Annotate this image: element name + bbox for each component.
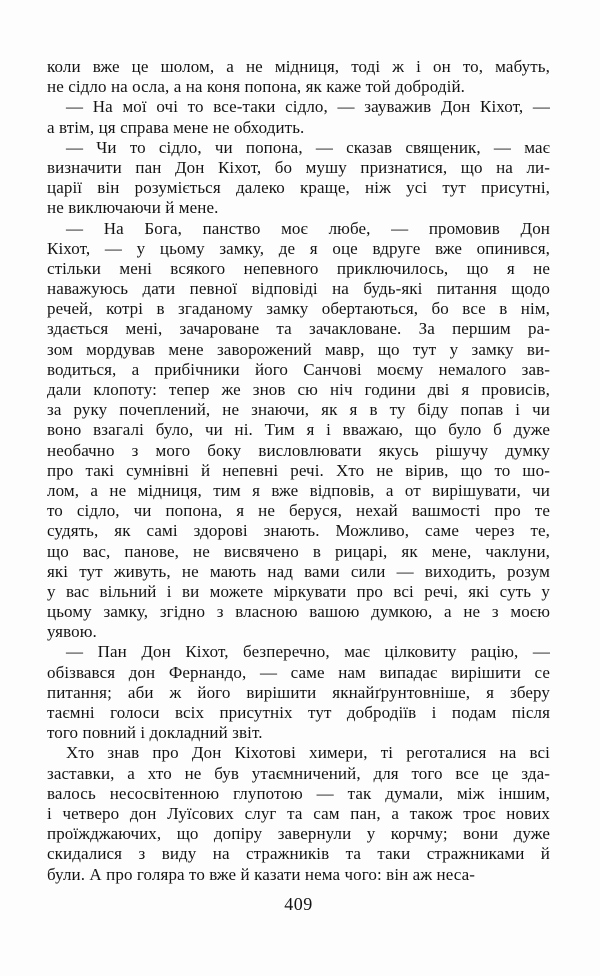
paragraph xyxy=(47,642,550,743)
paragraph xyxy=(47,743,550,884)
text-line: речей, котрі в згаданому замку обертаються, бо все в нім, xyxy=(47,299,550,319)
text-line: а втім, ця справа мене не обходить. xyxy=(47,117,305,137)
text-line: що вас, панове, не висвячено в рицарі, як мене, чаклуни, xyxy=(47,541,550,561)
paragraph xyxy=(47,138,550,219)
text-line: царії він розуміється далеко краще, ніж усі тут присутні, xyxy=(47,178,550,198)
text-line: заставки, а хто не був утаємничений, для того все це зда- xyxy=(47,763,550,783)
text-line: — Чи то сідло, чи попона, — сказав священик, — має xyxy=(66,137,550,157)
text-line: водиться, а прибічники його Санчові моєму немалого зав- xyxy=(47,359,550,379)
text-line: за руку почеплений, не знаючи, як я в ту біду попав і чи xyxy=(47,400,550,420)
text-line: — На Бога, панство моє любе, — промовив Дон xyxy=(66,218,550,238)
text-line: Кіхот, — у цьому замку, де я оце вдруге вже опинився, xyxy=(47,238,550,258)
text-line: обізвався дон Фернандо, — саме нам випадає вирішити се xyxy=(47,662,550,682)
paragraph xyxy=(47,57,550,97)
text-line: необачно з мого боку висловлювати якусь рішучу думку xyxy=(47,440,550,460)
text-block xyxy=(47,57,550,885)
text-line: зом мордував мене заворожений мавр, що тут у замку ви- xyxy=(47,339,550,359)
text-line: наважуюсь дати певної відповіді на будь-які питання щодо xyxy=(47,279,550,299)
text-line: і четверо дон Луїсових слуг та сам пан, а також троє нових xyxy=(47,803,550,823)
text-line: скидалися з виду на стражників та таки стражниками й xyxy=(47,844,550,864)
paragraph xyxy=(47,97,550,137)
text-line: таємні голоси всіх присутніх тут добродіїв і подам після xyxy=(47,703,550,722)
text-line: проїжджаючих, що допіру завернули у корчму; вони дуже xyxy=(47,824,550,844)
page-number: 409 xyxy=(284,894,313,914)
text-line: які тут живуть, не мають над вами сили — виходить, розум xyxy=(47,561,550,581)
text-line: Хто знав про Дон Кіхотові химери, ті реготалися на всі xyxy=(66,743,550,763)
text-line: не виключаючи й мене. xyxy=(47,198,219,218)
text-line: про такі сумнівні й непевні речі. Хто не вірив, що то шо- xyxy=(47,460,550,480)
text-line: не сідло на осла, а на коня попона, як каже той добродій. xyxy=(47,77,465,97)
text-line: стільки мені всякого непевного приключилось, що я не xyxy=(47,258,550,278)
text-line: уявою. xyxy=(47,622,97,642)
text-line: — На мої очі то все-таки сідло, — зауважив Дон Кіхот, — xyxy=(66,97,550,117)
text-line: коли вже це шолом, а не мідниця, тоді ж і он то, мабуть, xyxy=(47,57,550,76)
text-line: лом, а не мідниця, тим я вже відповів, а от вирішувати, чи xyxy=(47,480,550,500)
text-line: цьому замку, згідно з власною вашою думкою, а не з моєю xyxy=(47,602,550,622)
text-line: воно взагалі було, чи ні. Тим я і вважаю, що було б дуже xyxy=(47,420,550,440)
text-line: дали клопоту: тепер же знов сю ніч години дві я провисів, xyxy=(47,380,550,399)
text-line: того повний і докладний звіт. xyxy=(47,723,263,743)
paragraph xyxy=(47,219,550,643)
text-line: були. А про голяра то вже й казати нема чого: він аж неса- xyxy=(47,864,476,884)
text-line: питання; аби ж його вирішити якнайґрунтовніше, я зберу xyxy=(47,682,550,702)
text-line: здається мені, зачароване та зачакловане. За першим ра- xyxy=(47,319,550,339)
text-line: — Пан Дон Кіхот, безперечно, має цілковиту рацію, — xyxy=(66,642,550,662)
text-line: судять, як самі здорові знають. Можливо, саме через те, xyxy=(47,521,550,541)
text-line: валось несосвітенною глупотою — так думали, між іншим, xyxy=(47,783,550,803)
text-line: у вас вільний і ви можете міркувати про всі речі, які суть у xyxy=(47,581,550,601)
text-line: визначити пан Дон Кіхот, бо мушу признатися, що на ли- xyxy=(47,157,550,177)
text-line: то сідло, чи попона, я не беруся, нехай вашмості про те xyxy=(47,501,550,521)
